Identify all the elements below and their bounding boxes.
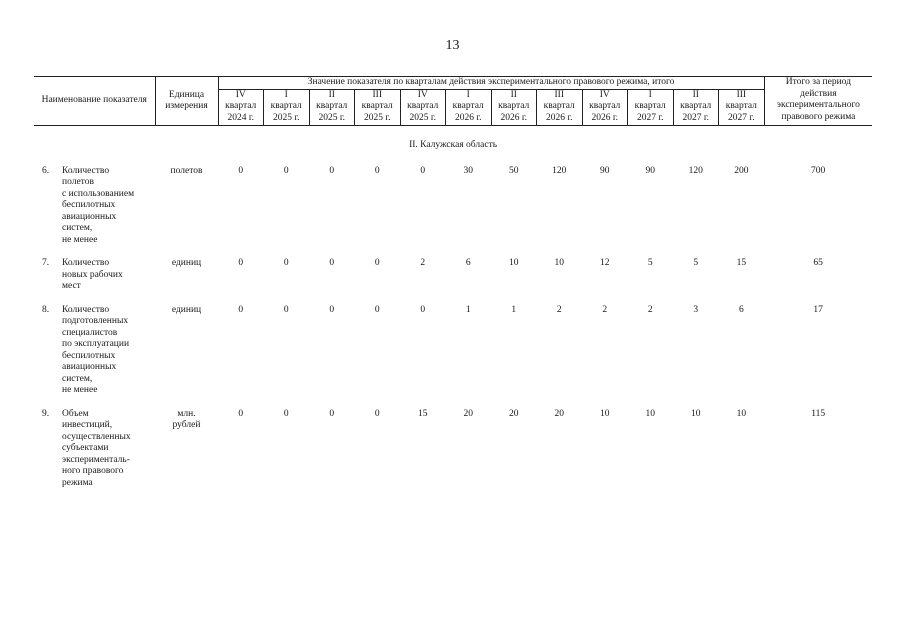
quarter-word: квартал — [361, 101, 393, 111]
indicator-name-line: Количество — [62, 165, 110, 176]
quarter-year: 2025 г. — [363, 112, 391, 123]
quarter-year: 2026 г. — [545, 112, 573, 123]
header-total-col — [764, 77, 872, 126]
quarter-value: 0 — [420, 165, 426, 176]
quarter-value: 10 — [645, 408, 655, 419]
indicator-name-line: эксперименталь- — [62, 454, 130, 465]
quarter-year: 2027 г. — [636, 112, 664, 123]
header-unit-label: Единица измерения — [165, 89, 208, 111]
quarter-value: 0 — [238, 258, 244, 268]
quarter-value: 1 — [465, 304, 471, 315]
indicator-name-line: осуществленных — [62, 431, 131, 442]
quarter-year: 2025 г. — [272, 112, 300, 123]
unit-line: рублей — [172, 420, 201, 430]
indicator-name-line: систем, — [62, 223, 93, 233]
quarter-header-cell — [309, 89, 355, 126]
quarter-q: IV — [235, 89, 246, 100]
total-value: 65 — [813, 258, 823, 268]
quarter-word: квартал — [543, 101, 575, 111]
quarter-q: III — [736, 89, 747, 100]
quarter-value: 0 — [374, 304, 380, 315]
indicator-name-line: подготовленных — [62, 316, 129, 326]
indicator-name-line: беспилотных — [62, 200, 116, 210]
quarter-q: I — [648, 89, 652, 100]
table-row — [34, 258, 872, 305]
indicator-name-line: с использованием — [62, 188, 135, 199]
header-name-col — [34, 77, 155, 126]
quarter-word: квартал — [498, 101, 530, 111]
quarter-year: 2026 г. — [454, 112, 482, 123]
quarter-q: I — [466, 89, 470, 100]
quarter-header-cell — [355, 89, 401, 126]
quarter-value: 50 — [509, 165, 519, 176]
unit-cell — [155, 166, 218, 259]
quarter-value: 0 — [374, 165, 380, 176]
quarter-value: 0 — [238, 304, 244, 315]
quarter-value: 0 — [238, 408, 244, 419]
quarter-q: IV — [599, 89, 610, 100]
indicator-name-line: систем, — [62, 373, 93, 384]
table-row — [34, 305, 872, 409]
section-title: II. Калужская область — [409, 140, 498, 150]
quarter-value: 0 — [283, 408, 289, 419]
quarter-header-cell — [264, 89, 310, 126]
indicators-table — [34, 76, 872, 501]
indicator-name-line: субъектами — [62, 443, 109, 453]
quarter-value: 10 — [600, 408, 610, 419]
quarter-value: 5 — [647, 258, 653, 268]
quarter-word: квартал — [634, 101, 666, 111]
quarter-year: 2027 г. — [682, 112, 710, 123]
quarter-value: 2 — [602, 304, 608, 315]
indicator-name-line: режима — [62, 477, 93, 488]
quarter-value: 2 — [420, 258, 426, 268]
indicator-name-line: полетов — [62, 177, 94, 187]
quarter-q: II — [510, 89, 517, 100]
quarter-value: 90 — [645, 165, 655, 176]
header-quarters-group: Значение показателя по кварталам действия экспериментального правового режима, итого — [218, 77, 764, 90]
page-number: 13 — [445, 38, 460, 53]
quarter-word: квартал — [680, 101, 712, 111]
quarter-header-cell — [218, 89, 264, 126]
quarter-value: 6 — [738, 304, 744, 315]
quarter-word: квартал — [589, 101, 621, 111]
table-row — [34, 409, 872, 502]
quarter-value: 20 — [463, 408, 473, 419]
quarter-value: 10 — [554, 258, 564, 268]
quarter-value: 20 — [554, 408, 564, 419]
unit-line: полетов — [170, 165, 203, 176]
total-value: 17 — [813, 304, 823, 315]
quarter-value: 120 — [688, 165, 703, 176]
row-number: 6. — [42, 165, 50, 176]
unit-cell — [155, 258, 218, 305]
indicator-name-line: инвестиций, — [62, 420, 113, 430]
total-value: 115 — [811, 408, 826, 419]
indicator-name-line: новых рабочих — [62, 269, 123, 280]
quarter-value: 0 — [238, 165, 244, 176]
indicator-name-line: авиационных — [62, 211, 117, 222]
indicator-name-line: авиационных — [62, 362, 117, 372]
quarter-value: 10 — [736, 408, 747, 419]
quarter-word: квартал — [316, 101, 348, 111]
indicator-name-line: беспилотных — [62, 350, 116, 361]
table-header — [34, 77, 872, 126]
quarter-value: 0 — [329, 258, 335, 268]
indicator-name — [62, 258, 155, 305]
quarter-value: 12 — [600, 258, 610, 268]
quarter-header-cell — [582, 89, 628, 126]
quarter-value: 1 — [511, 304, 517, 315]
quarter-value: 6 — [465, 258, 471, 268]
quarter-q: II — [328, 89, 335, 100]
indicator-name-line: Количество — [62, 304, 110, 315]
unit-cell — [155, 305, 218, 409]
quarter-value: 0 — [283, 258, 289, 268]
row-number: 9. — [42, 408, 50, 419]
quarter-word: квартал — [407, 101, 439, 111]
quarter-header-cell — [719, 89, 765, 126]
quarter-header-cell — [673, 89, 719, 126]
indicator-name-line: ного правового — [62, 466, 124, 476]
quarter-value: 0 — [329, 165, 335, 176]
quarter-value: 10 — [509, 258, 519, 268]
quarter-q: I — [284, 89, 288, 100]
unit-line: млн. — [177, 408, 196, 419]
quarter-word: квартал — [725, 101, 757, 111]
indicator-name-line: Объем — [62, 408, 89, 419]
quarter-year: 2025 г. — [409, 112, 437, 123]
quarter-value: 0 — [283, 304, 289, 315]
quarter-value: 120 — [552, 165, 567, 176]
quarter-q: III — [372, 89, 382, 100]
quarter-header-cell — [491, 89, 537, 126]
quarter-header-cell — [628, 89, 674, 126]
quarter-value: 3 — [693, 304, 699, 315]
header-total-label: Итого за период действия экспериментального правового режима — [776, 77, 860, 122]
quarter-value: 2 — [647, 304, 653, 315]
quarter-header-cell — [446, 89, 492, 126]
quarter-value: 0 — [329, 304, 335, 315]
quarter-value: 15 — [736, 258, 747, 268]
quarter-year: 2026 г. — [500, 112, 528, 123]
quarter-q: III — [554, 89, 564, 100]
quarter-value: 0 — [374, 258, 380, 268]
quarter-year: 2025 г. — [318, 112, 346, 123]
quarter-word: квартал — [452, 101, 484, 111]
header-unit-col — [155, 77, 218, 126]
unit-cell — [155, 409, 218, 502]
indicator-name — [62, 409, 155, 502]
indicator-name-line: по эксплуатации — [62, 339, 130, 349]
quarter-q: II — [692, 89, 699, 100]
quarter-year: 2024 г. — [227, 112, 255, 123]
indicator-name-line: Количество — [62, 258, 110, 268]
quarter-value: 0 — [329, 408, 335, 419]
indicator-name-line: мест — [62, 281, 81, 291]
quarter-word: квартал — [225, 101, 257, 111]
quarter-header-cell — [400, 89, 446, 126]
quarter-value: 10 — [691, 408, 701, 419]
indicator-name-line: не менее — [62, 385, 98, 395]
quarter-value: 200 — [734, 165, 749, 176]
quarter-value: 30 — [463, 165, 473, 176]
row-number: 8. — [42, 304, 50, 315]
indicator-name — [62, 166, 155, 259]
header-name-label: Наименование показателя — [41, 95, 147, 106]
quarter-value: 15 — [418, 408, 428, 419]
indicator-name — [62, 305, 155, 409]
quarter-header-cell — [537, 89, 583, 126]
quarter-q: IV — [417, 89, 428, 100]
quarter-value: 0 — [420, 304, 426, 315]
table-row — [34, 166, 872, 259]
quarter-value: 0 — [374, 408, 380, 419]
quarter-value: 2 — [556, 304, 562, 315]
indicator-name-line: специалистов — [62, 327, 118, 338]
table-body — [34, 126, 872, 502]
quarter-value: 20 — [509, 408, 519, 419]
total-value: 700 — [811, 165, 826, 176]
quarter-value: 5 — [693, 258, 699, 268]
quarter-value: 90 — [600, 165, 610, 176]
quarter-year: 2027 г. — [728, 112, 755, 123]
indicator-name-line: не менее — [62, 234, 98, 245]
quarter-word: квартал — [270, 101, 302, 111]
quarter-year: 2026 г. — [591, 112, 619, 123]
row-number: 7. — [42, 258, 50, 268]
quarter-value: 0 — [283, 165, 289, 176]
unit-line: единиц — [171, 258, 202, 268]
unit-line: единиц — [171, 304, 202, 315]
